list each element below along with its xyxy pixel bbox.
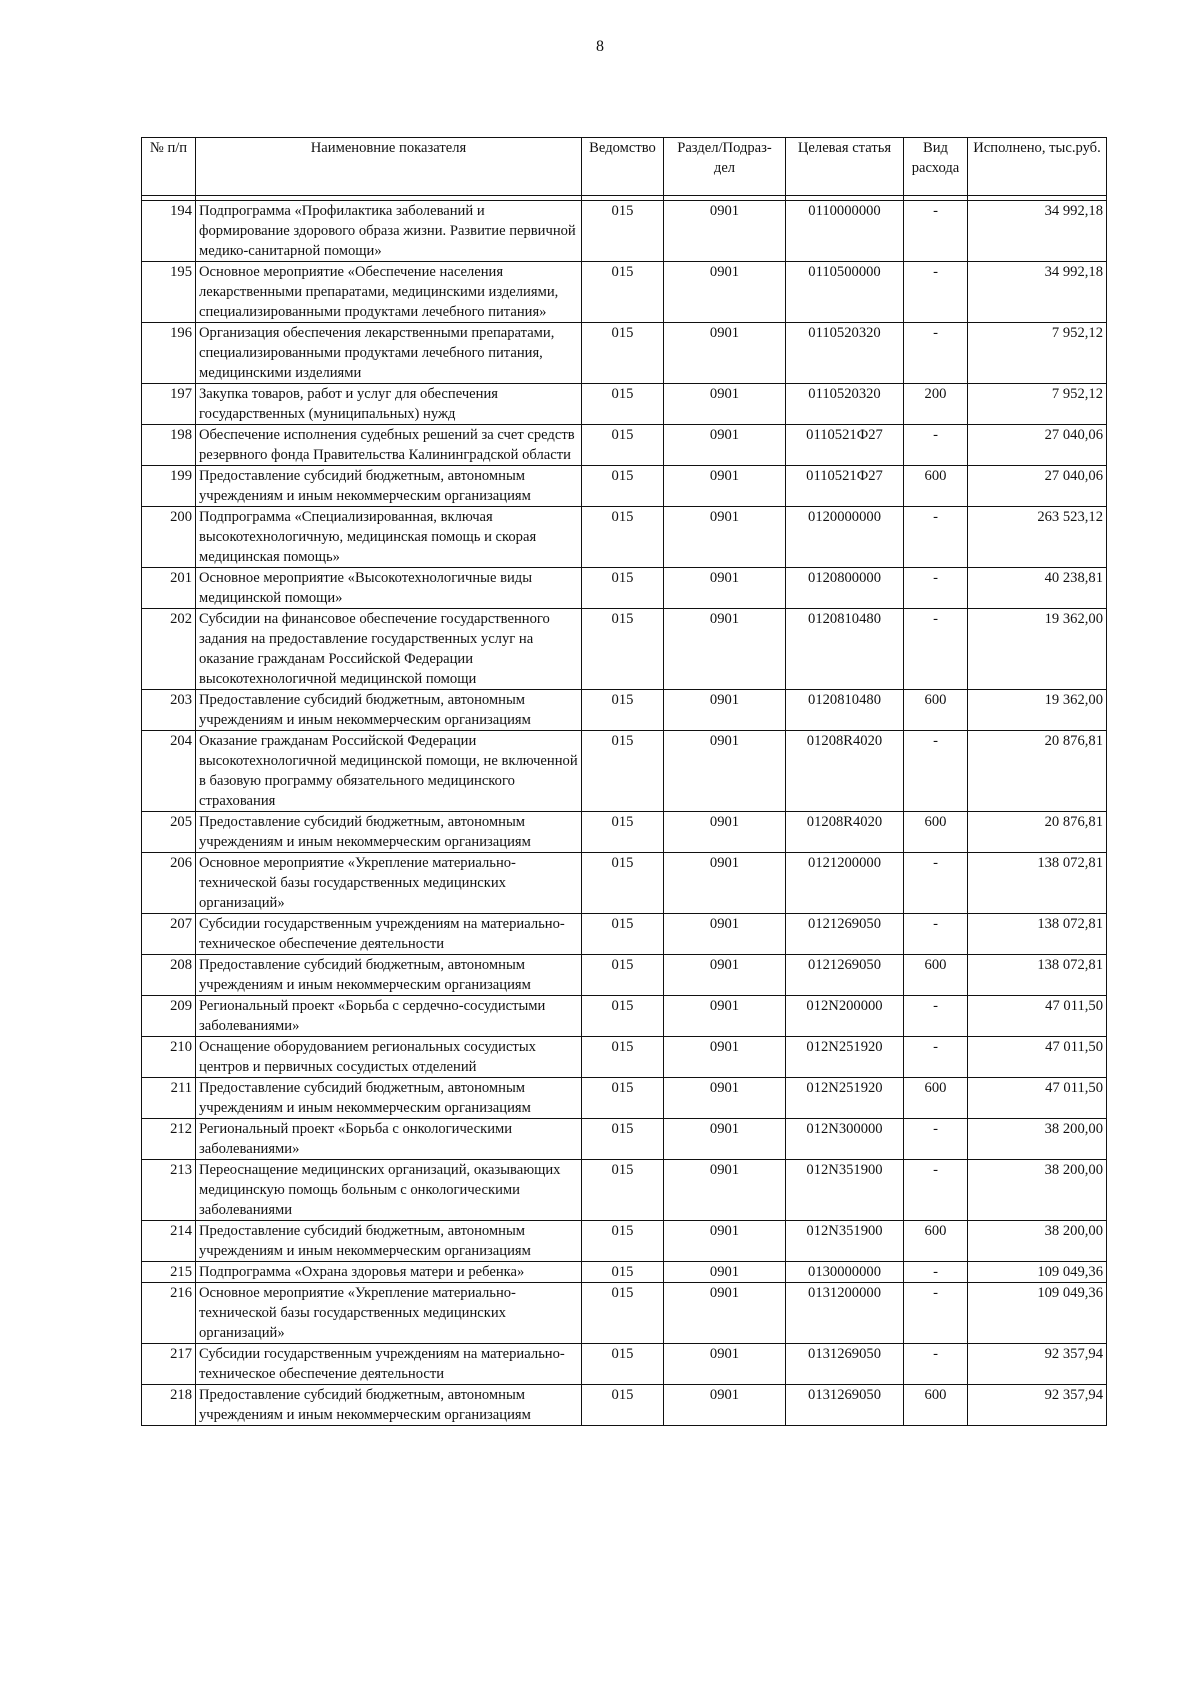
expenditure-table <box>141 137 1107 1426</box>
department-code: 015 <box>582 1160 664 1221</box>
expense-type: - <box>904 609 968 690</box>
row-number: 213 <box>142 1160 196 1221</box>
table-row <box>142 853 1107 914</box>
expense-type: 600 <box>904 1221 968 1262</box>
section-code: 0901 <box>664 1221 786 1262</box>
indicator-name: Предоставление субсидий бюджетным, автономным учреждениям и иным некоммерческим организациям <box>196 690 582 731</box>
executed-amount: 109 049,36 <box>968 1283 1107 1344</box>
table-row <box>142 262 1107 323</box>
executed-amount: 47 011,50 <box>968 1037 1107 1078</box>
executed-amount: 20 876,81 <box>968 812 1107 853</box>
row-number: 194 <box>142 201 196 262</box>
target-article: 0110520320 <box>786 384 904 425</box>
executed-amount: 92 357,94 <box>968 1344 1107 1385</box>
indicator-name: Предоставление субсидий бюджетным, автономным учреждениям и иным некоммерческим организациям <box>196 812 582 853</box>
department-code: 015 <box>582 1221 664 1262</box>
indicator-name: Подпрограмма «Специализированная, включая высокотехнологичную, медицинская помощь и скорая медицинская помощь» <box>196 507 582 568</box>
section-code: 0901 <box>664 609 786 690</box>
target-article: 012N251920 <box>786 1037 904 1078</box>
table-row <box>142 1078 1107 1119</box>
row-number: 215 <box>142 1262 196 1283</box>
target-article: 012N200000 <box>786 996 904 1037</box>
table-row <box>142 955 1107 996</box>
section-code: 0901 <box>664 323 786 384</box>
indicator-name: Предоставление субсидий бюджетным, автономным учреждениям и иным некоммерческим организациям <box>196 1221 582 1262</box>
department-code: 015 <box>582 1078 664 1119</box>
row-number: 206 <box>142 853 196 914</box>
table-row <box>142 914 1107 955</box>
department-code: 015 <box>582 1119 664 1160</box>
row-number: 200 <box>142 507 196 568</box>
section-code: 0901 <box>664 1262 786 1283</box>
executed-amount: 38 200,00 <box>968 1221 1107 1262</box>
department-code: 015 <box>582 262 664 323</box>
header-expense-type: Вид расхода <box>904 138 968 196</box>
row-number: 218 <box>142 1385 196 1426</box>
indicator-name: Подпрограмма «Профилактика заболеваний и формирование здорового образа жизни. Развитие первичной медико-санитарной помощи» <box>196 201 582 262</box>
indicator-name: Основное мероприятие «Укрепление материально-технической базы государственных медицинских организаций» <box>196 853 582 914</box>
section-code: 0901 <box>664 1344 786 1385</box>
target-article: 0121269050 <box>786 955 904 996</box>
table-row <box>142 425 1107 466</box>
section-code: 0901 <box>664 996 786 1037</box>
section-code: 0901 <box>664 812 786 853</box>
expense-type: - <box>904 262 968 323</box>
target-article: 0110500000 <box>786 262 904 323</box>
row-number: 216 <box>142 1283 196 1344</box>
target-article: 0121269050 <box>786 914 904 955</box>
section-code: 0901 <box>664 1160 786 1221</box>
section-code: 0901 <box>664 1037 786 1078</box>
row-number: 208 <box>142 955 196 996</box>
executed-amount: 138 072,81 <box>968 914 1107 955</box>
expense-type: - <box>904 425 968 466</box>
executed-amount: 138 072,81 <box>968 853 1107 914</box>
expense-type: 600 <box>904 466 968 507</box>
table-row <box>142 1037 1107 1078</box>
department-code: 015 <box>582 507 664 568</box>
table-row <box>142 1119 1107 1160</box>
table-row <box>142 1283 1107 1344</box>
header-department: Ведомство <box>582 138 664 196</box>
section-code: 0901 <box>664 262 786 323</box>
indicator-name: Субсидии государственным учреждениям на материально-техническое обеспечение деятельности <box>196 1344 582 1385</box>
target-article: 012N300000 <box>786 1119 904 1160</box>
target-article: 0121200000 <box>786 853 904 914</box>
row-number: 214 <box>142 1221 196 1262</box>
section-code: 0901 <box>664 853 786 914</box>
indicator-name: Подпрограмма «Охрана здоровья матери и ребенка» <box>196 1262 582 1283</box>
section-code: 0901 <box>664 1119 786 1160</box>
department-code: 015 <box>582 1385 664 1426</box>
row-number: 217 <box>142 1344 196 1385</box>
section-code: 0901 <box>664 914 786 955</box>
table-row <box>142 201 1107 262</box>
expense-type: - <box>904 1160 968 1221</box>
executed-amount: 7 952,12 <box>968 384 1107 425</box>
section-code: 0901 <box>664 568 786 609</box>
expense-type: 600 <box>904 690 968 731</box>
section-code: 0901 <box>664 1385 786 1426</box>
expense-type: - <box>904 731 968 812</box>
table-row <box>142 609 1107 690</box>
row-number: 210 <box>142 1037 196 1078</box>
section-code: 0901 <box>664 201 786 262</box>
expense-type: 600 <box>904 955 968 996</box>
expense-type: - <box>904 1037 968 1078</box>
header-section: Раздел/Подраз-дел <box>664 138 786 196</box>
table-row <box>142 996 1107 1037</box>
department-code: 015 <box>582 853 664 914</box>
department-code: 015 <box>582 955 664 996</box>
table-row <box>142 812 1107 853</box>
target-article: 012N251920 <box>786 1078 904 1119</box>
indicator-name: Основное мероприятие «Укрепление материально-технической базы государственных медицинских организаций» <box>196 1283 582 1344</box>
target-article: 0120800000 <box>786 568 904 609</box>
row-number: 212 <box>142 1119 196 1160</box>
row-number: 205 <box>142 812 196 853</box>
indicator-name: Предоставление субсидий бюджетным, автономным учреждениям и иным некоммерческим организациям <box>196 1078 582 1119</box>
department-code: 015 <box>582 690 664 731</box>
target-article: 0110000000 <box>786 201 904 262</box>
table-row <box>142 466 1107 507</box>
row-number: 211 <box>142 1078 196 1119</box>
indicator-name: Переоснащение медицинских организаций, оказывающих медицинскую помощь больным с онкологическими заболеваниями <box>196 1160 582 1221</box>
section-code: 0901 <box>664 731 786 812</box>
department-code: 015 <box>582 1344 664 1385</box>
executed-amount: 27 040,06 <box>968 425 1107 466</box>
indicator-name: Региональный проект «Борьба с сердечно-сосудистыми заболеваниями» <box>196 996 582 1037</box>
row-number: 207 <box>142 914 196 955</box>
target-article: 0110520320 <box>786 323 904 384</box>
expense-type: - <box>904 507 968 568</box>
expense-type: 600 <box>904 1385 968 1426</box>
indicator-name: Обеспечение исполнения судебных решений за счет средств резервного фонда Правительства Калининградской области <box>196 425 582 466</box>
section-code: 0901 <box>664 384 786 425</box>
table-row <box>142 507 1107 568</box>
department-code: 015 <box>582 812 664 853</box>
indicator-name: Основное мероприятие «Высокотехнологичные виды медицинской помощи» <box>196 568 582 609</box>
target-article: 0110521Ф27 <box>786 466 904 507</box>
section-code: 0901 <box>664 507 786 568</box>
executed-amount: 27 040,06 <box>968 466 1107 507</box>
target-article: 0131269050 <box>786 1385 904 1426</box>
department-code: 015 <box>582 609 664 690</box>
target-article: 012N351900 <box>786 1221 904 1262</box>
indicator-name: Предоставление субсидий бюджетным, автономным учреждениям и иным некоммерческим организациям <box>196 1385 582 1426</box>
expense-type: - <box>904 201 968 262</box>
table-row <box>142 1221 1107 1262</box>
target-article: 0120000000 <box>786 507 904 568</box>
expense-type: - <box>904 568 968 609</box>
row-number: 203 <box>142 690 196 731</box>
executed-amount: 19 362,00 <box>968 690 1107 731</box>
row-number: 201 <box>142 568 196 609</box>
expense-type: - <box>904 853 968 914</box>
row-number: 196 <box>142 323 196 384</box>
expense-type: - <box>904 1283 968 1344</box>
executed-amount: 138 072,81 <box>968 955 1107 996</box>
header-executed: Исполнено, тыс.руб. <box>968 138 1107 196</box>
header-target: Целевая статья <box>786 138 904 196</box>
target-article: 0120810480 <box>786 609 904 690</box>
expense-type: - <box>904 996 968 1037</box>
department-code: 015 <box>582 425 664 466</box>
executed-amount: 47 011,50 <box>968 1078 1107 1119</box>
executed-amount: 20 876,81 <box>968 731 1107 812</box>
table-header <box>142 138 1107 201</box>
row-number: 204 <box>142 731 196 812</box>
indicator-name: Региональный проект «Борьба с онкологическими заболеваниями» <box>196 1119 582 1160</box>
table-body <box>142 201 1107 1426</box>
executed-amount: 34 992,18 <box>968 262 1107 323</box>
expense-type: 600 <box>904 812 968 853</box>
row-number: 195 <box>142 262 196 323</box>
indicator-name: Предоставление субсидий бюджетным, автономным учреждениям и иным некоммерческим организациям <box>196 466 582 507</box>
expense-type: - <box>904 914 968 955</box>
executed-amount: 38 200,00 <box>968 1160 1107 1221</box>
target-article: 01208R4020 <box>786 731 904 812</box>
department-code: 015 <box>582 466 664 507</box>
row-number: 199 <box>142 466 196 507</box>
indicator-name: Предоставление субсидий бюджетным, автономным учреждениям и иным некоммерческим организациям <box>196 955 582 996</box>
executed-amount: 263 523,12 <box>968 507 1107 568</box>
executed-amount: 34 992,18 <box>968 201 1107 262</box>
executed-amount: 19 362,00 <box>968 609 1107 690</box>
table-row <box>142 731 1107 812</box>
indicator-name: Оказание гражданам Российской Федерации высокотехнологичной медицинской помощи, не включенной в базовую программу обязательного медицинского страхования <box>196 731 582 812</box>
expense-type: 200 <box>904 384 968 425</box>
table-row <box>142 1160 1107 1221</box>
department-code: 015 <box>582 1262 664 1283</box>
section-code: 0901 <box>664 466 786 507</box>
executed-amount: 40 238,81 <box>968 568 1107 609</box>
expense-type: 600 <box>904 1078 968 1119</box>
department-code: 015 <box>582 1283 664 1344</box>
department-code: 015 <box>582 568 664 609</box>
target-article: 0110521Ф27 <box>786 425 904 466</box>
executed-amount: 47 011,50 <box>968 996 1107 1037</box>
executed-amount: 7 952,12 <box>968 323 1107 384</box>
table-row <box>142 1385 1107 1426</box>
target-article: 0131200000 <box>786 1283 904 1344</box>
section-code: 0901 <box>664 425 786 466</box>
expense-type: - <box>904 1262 968 1283</box>
header-num: № п/п <box>142 138 196 196</box>
section-code: 0901 <box>664 955 786 996</box>
target-article: 0131269050 <box>786 1344 904 1385</box>
table-row <box>142 690 1107 731</box>
department-code: 015 <box>582 323 664 384</box>
header-name: Наименовние показателя <box>196 138 582 196</box>
table-row <box>142 1344 1107 1385</box>
department-code: 015 <box>582 731 664 812</box>
row-number: 202 <box>142 609 196 690</box>
indicator-name: Закупка товаров, работ и услуг для обеспечения государственных (муниципальных) нужд <box>196 384 582 425</box>
executed-amount: 92 357,94 <box>968 1385 1107 1426</box>
target-article: 0120810480 <box>786 690 904 731</box>
expense-type: - <box>904 1119 968 1160</box>
table-row <box>142 568 1107 609</box>
row-number: 209 <box>142 996 196 1037</box>
department-code: 015 <box>582 201 664 262</box>
department-code: 015 <box>582 1037 664 1078</box>
department-code: 015 <box>582 384 664 425</box>
row-number: 198 <box>142 425 196 466</box>
indicator-name: Оснащение оборудованием региональных сосудистых центров и первичных сосудистых отделений <box>196 1037 582 1078</box>
indicator-name: Субсидии государственным учреждениям на материально-техническое обеспечение деятельности <box>196 914 582 955</box>
section-code: 0901 <box>664 1078 786 1119</box>
indicator-name: Организация обеспечения лекарственными препаратами, специализированными продуктами лечебного питания, медицинскими изделиями <box>196 323 582 384</box>
department-code: 015 <box>582 996 664 1037</box>
section-code: 0901 <box>664 690 786 731</box>
table-row <box>142 1262 1107 1283</box>
indicator-name: Субсидии на финансовое обеспечение государственного задания на предоставление государственных услуг на оказание гражданам Российской Федерации высокотехнологичной медицинской помощи <box>196 609 582 690</box>
expense-type: - <box>904 323 968 384</box>
row-number: 197 <box>142 384 196 425</box>
target-article: 012N351900 <box>786 1160 904 1221</box>
table-row <box>142 323 1107 384</box>
executed-amount: 38 200,00 <box>968 1119 1107 1160</box>
section-code: 0901 <box>664 1283 786 1344</box>
expense-type: - <box>904 1344 968 1385</box>
target-article: 0130000000 <box>786 1262 904 1283</box>
table-row <box>142 384 1107 425</box>
indicator-name: Основное мероприятие «Обеспечение населения лекарственными препаратами, медицинскими изделиями, специализированными продуктами лечебного питания» <box>196 262 582 323</box>
target-article: 01208R4020 <box>786 812 904 853</box>
executed-amount: 109 049,36 <box>968 1262 1107 1283</box>
department-code: 015 <box>582 914 664 955</box>
page-number: 8 <box>596 38 604 55</box>
